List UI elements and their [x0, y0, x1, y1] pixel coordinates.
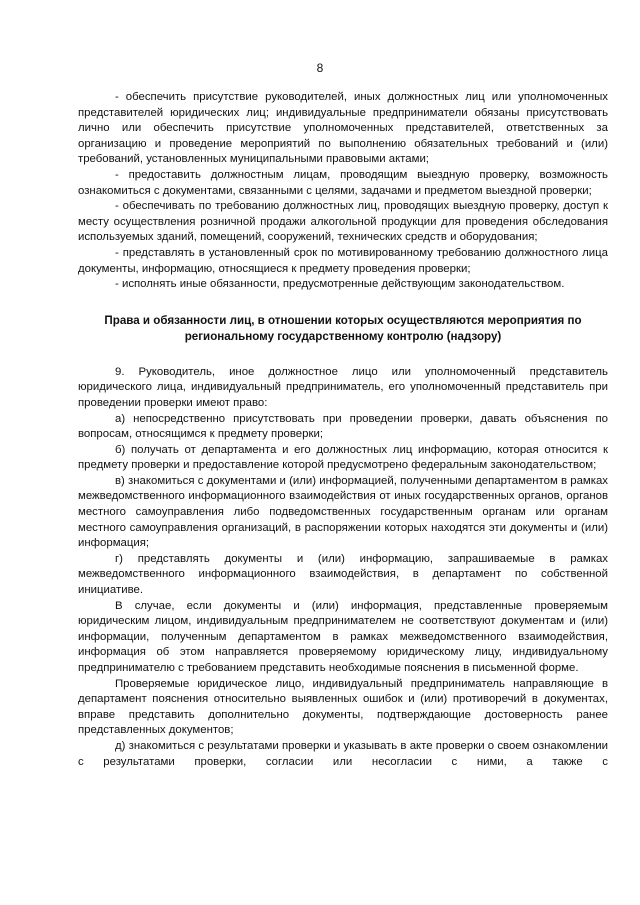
paragraph-obligation-access: - обеспечивать по требованию должностных лиц, проводящих выездную проверку, доступ к месту осуществления розничной продажи алкогольной продукции для проведения обследования используемых зданий, помещений, сооружений, технических средств и оборудования; — [78, 200, 608, 244]
document-body — [78, 90, 608, 770]
paragraph-right-a: а) непосредственно присутствовать при проведении проверки, давать объяснения по вопросам, относящимся к предмету проверки; — [78, 412, 608, 441]
paragraph-obligation-other: - исполнять иные обязанности, предусмотренные действующим законодательством. — [115, 278, 565, 291]
paragraph-rights-intro: 9. Руководитель, иное должностное лицо или уполномоченный представитель юридического лица, индивидуальный предприниматель, его уполномоченный представитель при проведении проверки имеют право: — [78, 365, 608, 409]
paragraph-right-b: б) получать от департамента и его должностных лиц информацию, которая относится к предмету проверки и предоставление которой предусмотрено федеральным законодательством; — [78, 443, 608, 472]
paragraph-right-d: д) знакомиться с результатами проверки и указывать в акте проверки о своем ознакомлении с результатами проверки, согласии или несогласии с ними, а также с — [78, 739, 608, 768]
paragraph-obligation-submit: - представлять в установленный срок по мотивированному требованию должностного лица документы, информацию, относящиеся к предмету проведения проверки; — [78, 246, 608, 275]
paragraph-mismatch: В случае, если документы и (или) информация, представленные проверяемым юридическим лицом, индивидуальным предпринимателем не соответствуют документам и (или) информации, полученным департаментом в рамках межведомственного взаимодействия, информация об этом направляется проверяемому юридическому лицу, индивидуальному предпринимателю с требованием представить необходимые пояснения в письменной форме. — [78, 599, 608, 674]
paragraph-explanations: Проверяемые юридическое лицо, индивидуальный предприниматель направляющие в департамент пояснения относительно выявленных ошибок и (или) противоречий в документах, вправе представить дополнительно документы, подтверждающие достоверность ранее представленных документов; — [78, 677, 608, 737]
paragraph-obligation-presence: - обеспечить присутствие руководителей, иных должностных лиц или уполномоченных представителей юридических лиц; индивидуальные предприниматели обязаны присутствовать лично или обеспечить присутствие уполномоченных представителей, ответственных за организацию и проведение мероприятий по выполнению обязательных требований и (или) требований, установленных муниципальными правовыми актами; — [78, 91, 608, 166]
paragraph-right-g: г) представлять документы и (или) информацию, запрашиваемые в рамках межведомственного информационного взаимодействия, в департамент по собственной инициативе. — [78, 552, 608, 597]
section-heading: Права и обязанности лиц, в отношении которых осуществляются мероприятия по региональному государственному контролю (надзору) — [104, 313, 582, 343]
paragraph-obligation-documents: - предоставить должностным лицам, проводящим выездную проверку, возможность ознакомиться с документами, связанными с целями, задачами и предметом выездной проверки; — [78, 168, 608, 197]
page-number: 8 — [316, 61, 324, 75]
paragraph-right-v: в) знакомиться с документами и (или) информацией, полученными департаментом в рамках межведомственного информационного взаимодействия от иных государственных органов, органов местного самоуправления либо подведомственных государственным органам или органам местного самоуправления организаций, в распоряжении которых находятся эти документы и (или) информация; — [78, 474, 608, 550]
